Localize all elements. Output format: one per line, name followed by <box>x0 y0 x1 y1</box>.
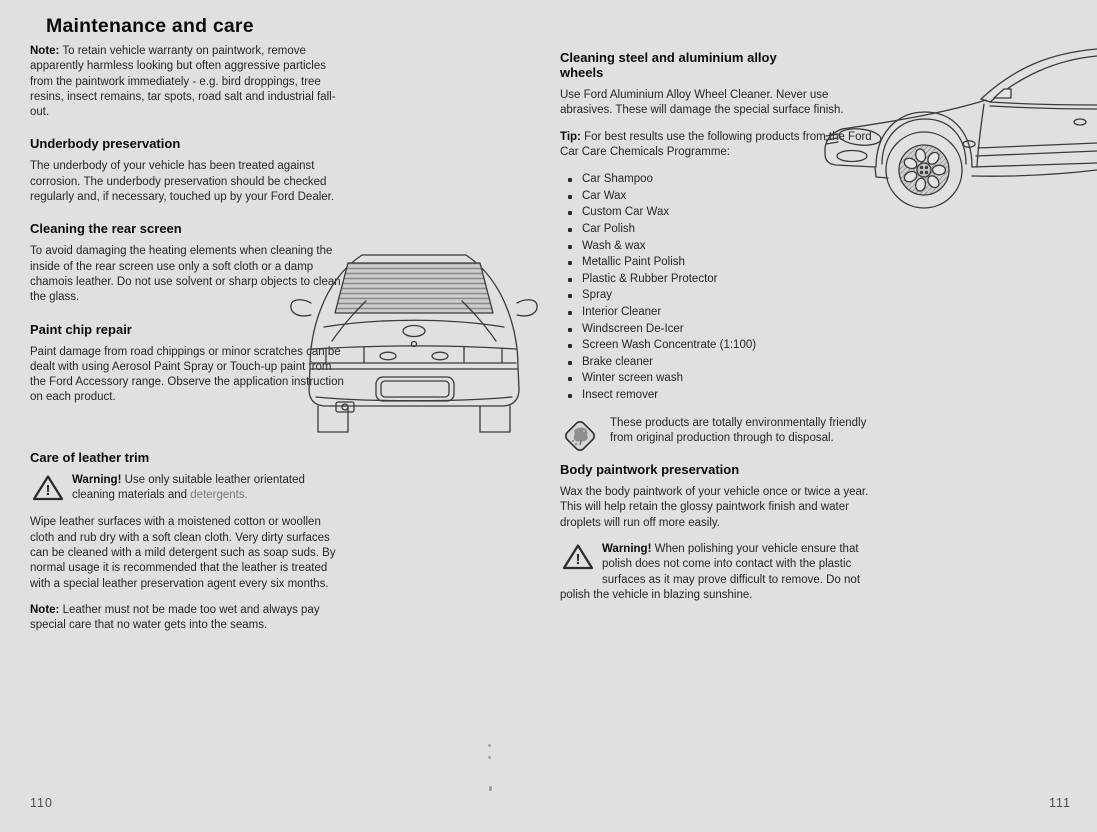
paintwork-warning-block <box>560 542 884 603</box>
leather-body-paragraph: Wipe leather surfaces with a moistened cotton or woollen cloth and rub dry with a soft clean cloth. Very dirty surfaces can be cleaned with a mild detergent such as soap suds. By normal usage it is recommended that the leather is treated with a special leather preservation agent every six months. <box>30 516 336 590</box>
paint-chip-paragraph: Paint damage from road chippings or minor scratches can be dealt with using Aerosol Paint Spray or Touch-up paint from the Ford Accessory range. Observe the application instruction on each product. <box>30 345 344 404</box>
heading-care-of-leather-trim: Care of leather trim <box>30 449 150 465</box>
leather-note-paragraph <box>30 603 348 634</box>
tip-label: Tip: <box>560 130 581 143</box>
rear-screen-paragraph: To avoid damaging the heating elements when cleaning the inside of the rear screen use only a soft cloth or a damp chamois leather. Do not use solvent or sharp objects to clean the glass. <box>30 245 341 304</box>
svg-text:!: ! <box>45 481 51 499</box>
svg-text:!: ! <box>575 550 581 568</box>
warning-label: Warning! <box>72 473 122 486</box>
leather-warning-text-faded: detergents. <box>190 489 248 502</box>
note-label: Note: <box>30 603 60 616</box>
paintwork-paragraph: Wax the body paintwork of your vehicle once or twice a year. This will help retain the glossy paintwork finish and water droplets will run off more easily. <box>560 486 869 529</box>
note-text: To retain vehicle warranty on paintwork, remove apparently harmless looking but often aggressive particles from the paintwork immediately - e.g. bird droppings, tree resins, insect remains, tar spots, road salt and industrial fall-out. <box>30 45 336 119</box>
product-list-item: Windscreen De-Icer <box>568 321 884 338</box>
product-list-item: Car Polish <box>568 221 884 238</box>
warning-triangle-icon <box>562 543 594 571</box>
product-list-item: Car Shampoo <box>568 171 884 188</box>
page-title: Maintenance and care <box>46 15 254 38</box>
product-list-item: Spray <box>568 287 884 304</box>
paintwork-warning-text: When polishing your vehicle ensure that polish does not come into contact with the plastic surfaces as it may prove difficult to remove. Do not polish the vehicle in blazing sunshine. <box>560 542 861 601</box>
heading-paint-chip-repair: Paint chip repair <box>30 321 132 337</box>
product-list-item: Interior Cleaner <box>568 304 884 321</box>
leather-note-text: Leather must not be made too wet and always pay special care that no water gets into the seams. <box>30 603 320 632</box>
product-list-item: Custom Car Wax <box>568 204 884 221</box>
front-quarter-car-illustration <box>818 36 1097 212</box>
leather-warning-text: Use only suitable leather orientated cleaning materials and <box>72 473 305 502</box>
warning-triangle-icon <box>32 474 64 502</box>
heading-underbody-preservation: Underbody preservation <box>30 136 181 152</box>
product-list-item: Car Wax <box>568 188 884 205</box>
product-list-item: Screen Wash Concentrate (1:100) <box>568 337 884 354</box>
wheels-paragraph: Use Ford Aluminium Alloy Wheel Cleaner. Never use abrasives. These will damage the special surface finish. <box>560 89 844 117</box>
product-list-item: Winter screen wash <box>568 370 884 387</box>
scan-artifact-dots <box>488 744 491 747</box>
product-list-item: Brake cleaner <box>568 354 884 371</box>
tip-text: For best results use the following products from the Ford Car Care Chemicals Programme: <box>560 130 872 158</box>
intro-note-paragraph <box>30 44 348 120</box>
product-list-item: Plastic & Rubber Protector <box>568 271 884 288</box>
underbody-paragraph: The underbody of your vehicle has been treated against corrosion. The underbody preservation should be checked regularly and, if necessary, touched up by your Ford Dealer. <box>30 160 335 204</box>
rear-view-car-illustration <box>288 241 540 439</box>
product-list-item: Metallic Paint Polish <box>568 254 884 271</box>
eco-note-text: These products are totally environmentally friendly from original production through to disposal. <box>610 416 867 444</box>
heading-cleaning-rear-screen: Cleaning the rear screen <box>30 221 182 237</box>
note-label: Note: <box>30 45 60 57</box>
leather-warning-block <box>30 473 348 504</box>
product-list-item: Insect remover <box>568 387 884 404</box>
product-list-item: Wash & wax <box>568 238 884 255</box>
page-number-right: 111 <box>1049 796 1072 810</box>
eco-note-block <box>560 416 884 447</box>
environment-diamond-icon <box>560 416 600 456</box>
heading-body-paintwork-preservation: Body paintwork preservation <box>560 462 740 478</box>
warning-label: Warning! <box>602 542 652 555</box>
page-number-left: 110 <box>30 796 53 810</box>
heading-cleaning-wheels: Cleaning steel and aluminium alloy wheels <box>560 50 777 80</box>
